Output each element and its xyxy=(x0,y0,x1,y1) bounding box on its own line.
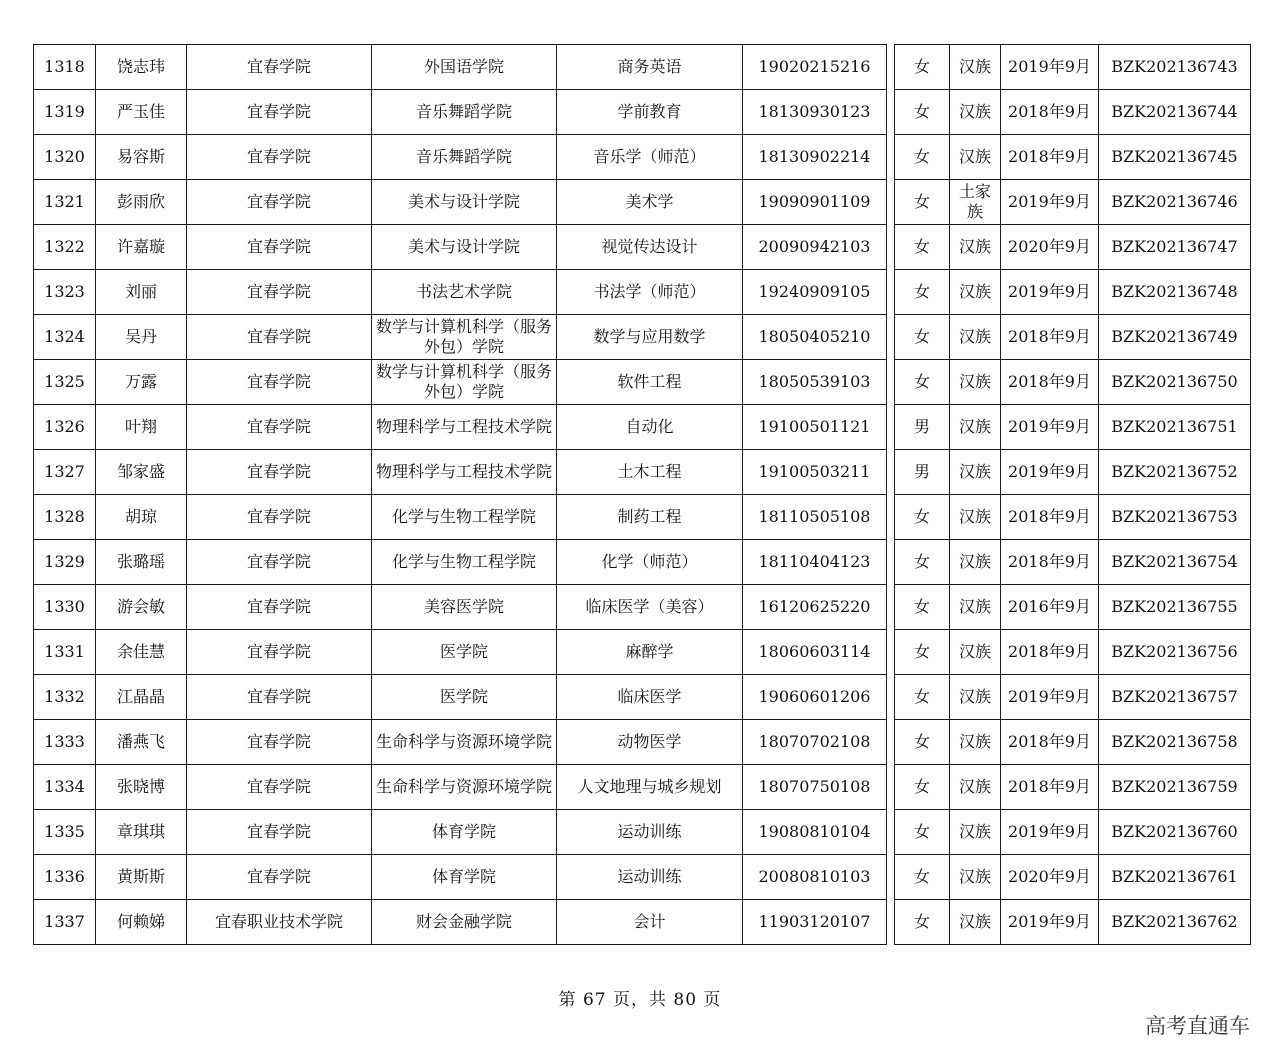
college-name-cell: 数学与计算机科学（服务外包）学院 xyxy=(372,360,557,405)
school-name-cell: 宜春学院 xyxy=(187,675,372,720)
student-name-cell: 许嘉璇 xyxy=(96,225,187,270)
column-gap-cell xyxy=(887,585,895,630)
entry-date-cell: 2020年9月 xyxy=(1001,855,1099,900)
school-name-cell: 宜春学院 xyxy=(187,855,372,900)
table-row xyxy=(34,675,1251,720)
student-name-cell: 潘燕飞 xyxy=(96,720,187,765)
row-number-cell: 1323 xyxy=(34,270,96,315)
ethnicity-cell: 汉族 xyxy=(950,90,1001,135)
ethnicity-cell: 土家族 xyxy=(950,180,1001,225)
row-number-cell: 1321 xyxy=(34,180,96,225)
student-id-cell: 11903120107 xyxy=(743,900,887,945)
column-gap-cell xyxy=(887,495,895,540)
table-row xyxy=(34,90,1251,135)
column-gap-cell xyxy=(887,540,895,585)
ethnicity-cell: 汉族 xyxy=(950,585,1001,630)
major-name-cell: 商务英语 xyxy=(557,45,743,90)
row-number-cell: 1322 xyxy=(34,225,96,270)
certificate-number-cell: BZK202136747 xyxy=(1099,225,1251,270)
school-name-cell: 宜春学院 xyxy=(187,720,372,765)
student-id-cell: 18050539103 xyxy=(743,360,887,405)
row-number-cell: 1333 xyxy=(34,720,96,765)
student-id-cell: 19240909105 xyxy=(743,270,887,315)
student-name-cell: 叶翔 xyxy=(96,405,187,450)
college-name-cell: 化学与生物工程学院 xyxy=(372,540,557,585)
certificate-number-cell: BZK202136759 xyxy=(1099,765,1251,810)
table-row xyxy=(34,315,1251,360)
ethnicity-cell: 汉族 xyxy=(950,225,1001,270)
certificate-number-cell: BZK202136762 xyxy=(1099,900,1251,945)
student-name-cell: 游会敏 xyxy=(96,585,187,630)
student-id-cell: 19060601206 xyxy=(743,675,887,720)
school-name-cell: 宜春职业技术学院 xyxy=(187,900,372,945)
major-name-cell: 土木工程 xyxy=(557,450,743,495)
certificate-number-cell: BZK202136760 xyxy=(1099,810,1251,855)
student-id-cell: 18130902214 xyxy=(743,135,887,180)
student-id-cell: 19020215216 xyxy=(743,45,887,90)
entry-date-cell: 2019年9月 xyxy=(1001,405,1099,450)
certificate-number-cell: BZK202136750 xyxy=(1099,360,1251,405)
certificate-number-cell: BZK202136756 xyxy=(1099,630,1251,675)
student-name-cell: 饶志玮 xyxy=(96,45,187,90)
entry-date-cell: 2018年9月 xyxy=(1001,90,1099,135)
college-name-cell: 医学院 xyxy=(372,675,557,720)
column-gap-cell xyxy=(887,450,895,495)
table-row xyxy=(34,720,1251,765)
certificate-number-cell: BZK202136761 xyxy=(1099,855,1251,900)
student-name-cell: 胡琼 xyxy=(96,495,187,540)
gender-cell: 女 xyxy=(895,225,950,270)
table-row xyxy=(34,765,1251,810)
student-id-cell: 18060603114 xyxy=(743,630,887,675)
ethnicity-cell: 汉族 xyxy=(950,810,1001,855)
student-id-cell: 19080810104 xyxy=(743,810,887,855)
row-number-cell: 1334 xyxy=(34,765,96,810)
row-number-cell: 1324 xyxy=(34,315,96,360)
gender-cell: 女 xyxy=(895,810,950,855)
roster-body xyxy=(34,45,1251,945)
school-name-cell: 宜春学院 xyxy=(187,405,372,450)
row-number-cell: 1325 xyxy=(34,360,96,405)
college-name-cell: 书法艺术学院 xyxy=(372,270,557,315)
table-row xyxy=(34,180,1251,225)
school-name-cell: 宜春学院 xyxy=(187,45,372,90)
certificate-number-cell: BZK202136752 xyxy=(1099,450,1251,495)
college-name-cell: 医学院 xyxy=(372,630,557,675)
ethnicity-cell: 汉族 xyxy=(950,360,1001,405)
school-name-cell: 宜春学院 xyxy=(187,540,372,585)
table-row xyxy=(34,810,1251,855)
school-name-cell: 宜春学院 xyxy=(187,90,372,135)
school-name-cell: 宜春学院 xyxy=(187,630,372,675)
student-name-cell: 江晶晶 xyxy=(96,675,187,720)
student-id-cell: 18070702108 xyxy=(743,720,887,765)
student-id-cell: 20080810103 xyxy=(743,855,887,900)
school-name-cell: 宜春学院 xyxy=(187,765,372,810)
row-number-cell: 1335 xyxy=(34,810,96,855)
entry-date-cell: 2020年9月 xyxy=(1001,225,1099,270)
entry-date-cell: 2019年9月 xyxy=(1001,900,1099,945)
column-gap-cell xyxy=(887,720,895,765)
certificate-number-cell: BZK202136751 xyxy=(1099,405,1251,450)
entry-date-cell: 2018年9月 xyxy=(1001,540,1099,585)
certificate-number-cell: BZK202136744 xyxy=(1099,90,1251,135)
college-name-cell: 数学与计算机科学（服务外包）学院 xyxy=(372,315,557,360)
ethnicity-cell: 汉族 xyxy=(950,540,1001,585)
row-number-cell: 1319 xyxy=(34,90,96,135)
table-row xyxy=(34,855,1251,900)
student-id-cell: 19100503211 xyxy=(743,450,887,495)
school-name-cell: 宜春学院 xyxy=(187,315,372,360)
student-name-cell: 邹家盛 xyxy=(96,450,187,495)
ethnicity-cell: 汉族 xyxy=(950,495,1001,540)
college-name-cell: 美术与设计学院 xyxy=(372,225,557,270)
certificate-number-cell: BZK202136753 xyxy=(1099,495,1251,540)
entry-date-cell: 2018年9月 xyxy=(1001,495,1099,540)
row-number-cell: 1331 xyxy=(34,630,96,675)
gender-cell: 女 xyxy=(895,630,950,675)
certificate-number-cell: BZK202136755 xyxy=(1099,585,1251,630)
school-name-cell: 宜春学院 xyxy=(187,225,372,270)
column-gap-cell xyxy=(887,270,895,315)
column-gap-cell xyxy=(887,90,895,135)
gender-cell: 女 xyxy=(895,720,950,765)
column-gap-cell xyxy=(887,45,895,90)
gender-cell: 女 xyxy=(895,45,950,90)
student-name-cell: 易容斯 xyxy=(96,135,187,180)
major-name-cell: 视觉传达设计 xyxy=(557,225,743,270)
school-name-cell: 宜春学院 xyxy=(187,360,372,405)
row-number-cell: 1332 xyxy=(34,675,96,720)
gender-cell: 女 xyxy=(895,495,950,540)
table-row xyxy=(34,45,1251,90)
column-gap-cell xyxy=(887,900,895,945)
student-id-cell: 18050405210 xyxy=(743,315,887,360)
major-name-cell: 数学与应用数学 xyxy=(557,315,743,360)
student-id-cell: 20090942103 xyxy=(743,225,887,270)
gender-cell: 女 xyxy=(895,135,950,180)
college-name-cell: 体育学院 xyxy=(372,855,557,900)
column-gap-cell xyxy=(887,630,895,675)
college-name-cell: 美容医学院 xyxy=(372,585,557,630)
entry-date-cell: 2019年9月 xyxy=(1001,45,1099,90)
major-name-cell: 书法学（师范） xyxy=(557,270,743,315)
certificate-number-cell: BZK202136757 xyxy=(1099,675,1251,720)
column-gap-cell xyxy=(887,360,895,405)
ethnicity-cell: 汉族 xyxy=(950,720,1001,765)
entry-date-cell: 2018年9月 xyxy=(1001,630,1099,675)
row-number-cell: 1337 xyxy=(34,900,96,945)
college-name-cell: 财会金融学院 xyxy=(372,900,557,945)
row-number-cell: 1318 xyxy=(34,45,96,90)
column-gap-cell xyxy=(887,405,895,450)
major-name-cell: 学前教育 xyxy=(557,90,743,135)
gender-cell: 女 xyxy=(895,900,950,945)
college-name-cell: 生命科学与资源环境学院 xyxy=(372,765,557,810)
school-name-cell: 宜春学院 xyxy=(187,270,372,315)
student-id-cell: 19090901109 xyxy=(743,180,887,225)
column-gap-cell xyxy=(887,810,895,855)
ethnicity-cell: 汉族 xyxy=(950,630,1001,675)
entry-date-cell: 2016年9月 xyxy=(1001,585,1099,630)
row-number-cell: 1327 xyxy=(34,450,96,495)
column-gap-cell xyxy=(887,180,895,225)
table-row xyxy=(34,225,1251,270)
certificate-number-cell: BZK202136758 xyxy=(1099,720,1251,765)
major-name-cell: 音乐学（师范） xyxy=(557,135,743,180)
major-name-cell: 化学（师范） xyxy=(557,540,743,585)
certificate-number-cell: BZK202136754 xyxy=(1099,540,1251,585)
gender-cell: 女 xyxy=(895,360,950,405)
ethnicity-cell: 汉族 xyxy=(950,270,1001,315)
school-name-cell: 宜春学院 xyxy=(187,135,372,180)
school-name-cell: 宜春学院 xyxy=(187,495,372,540)
column-gap-cell xyxy=(887,765,895,810)
gender-cell: 女 xyxy=(895,180,950,225)
entry-date-cell: 2018年9月 xyxy=(1001,720,1099,765)
certificate-number-cell: BZK202136743 xyxy=(1099,45,1251,90)
student-name-cell: 章琪琪 xyxy=(96,810,187,855)
entry-date-cell: 2018年9月 xyxy=(1001,765,1099,810)
college-name-cell: 音乐舞蹈学院 xyxy=(372,135,557,180)
college-name-cell: 外国语学院 xyxy=(372,45,557,90)
student-id-cell: 18130930123 xyxy=(743,90,887,135)
ethnicity-cell: 汉族 xyxy=(950,765,1001,810)
gender-cell: 女 xyxy=(895,540,950,585)
major-name-cell: 麻醉学 xyxy=(557,630,743,675)
major-name-cell: 运动训练 xyxy=(557,855,743,900)
college-name-cell: 化学与生物工程学院 xyxy=(372,495,557,540)
gender-cell: 女 xyxy=(895,765,950,810)
entry-date-cell: 2018年9月 xyxy=(1001,360,1099,405)
student-roster-table xyxy=(33,44,1251,945)
entry-date-cell: 2019年9月 xyxy=(1001,810,1099,855)
gender-cell: 男 xyxy=(895,450,950,495)
student-id-cell: 16120625220 xyxy=(743,585,887,630)
student-id-cell: 19100501121 xyxy=(743,405,887,450)
college-name-cell: 音乐舞蹈学院 xyxy=(372,90,557,135)
row-number-cell: 1320 xyxy=(34,135,96,180)
student-name-cell: 张晓博 xyxy=(96,765,187,810)
gender-cell: 男 xyxy=(895,405,950,450)
row-number-cell: 1326 xyxy=(34,405,96,450)
watermark-text: 高考直通车 xyxy=(1145,1014,1250,1038)
table-row xyxy=(34,900,1251,945)
major-name-cell: 自动化 xyxy=(557,405,743,450)
student-id-cell: 18110404123 xyxy=(743,540,887,585)
major-name-cell: 临床医学（美容） xyxy=(557,585,743,630)
student-id-cell: 18110505108 xyxy=(743,495,887,540)
entry-date-cell: 2018年9月 xyxy=(1001,135,1099,180)
student-name-cell: 黄斯斯 xyxy=(96,855,187,900)
school-name-cell: 宜春学院 xyxy=(187,450,372,495)
major-name-cell: 运动训练 xyxy=(557,810,743,855)
column-gap-cell xyxy=(887,855,895,900)
certificate-number-cell: BZK202136745 xyxy=(1099,135,1251,180)
table-row xyxy=(34,450,1251,495)
row-number-cell: 1336 xyxy=(34,855,96,900)
table-row xyxy=(34,540,1251,585)
major-name-cell: 会计 xyxy=(557,900,743,945)
ethnicity-cell: 汉族 xyxy=(950,450,1001,495)
major-name-cell: 临床医学 xyxy=(557,675,743,720)
table-row xyxy=(34,135,1251,180)
student-name-cell: 张璐瑶 xyxy=(96,540,187,585)
ethnicity-cell: 汉族 xyxy=(950,45,1001,90)
column-gap-cell xyxy=(887,675,895,720)
school-name-cell: 宜春学院 xyxy=(187,585,372,630)
ethnicity-cell: 汉族 xyxy=(950,405,1001,450)
ethnicity-cell: 汉族 xyxy=(950,900,1001,945)
student-name-cell: 刘丽 xyxy=(96,270,187,315)
certificate-number-cell: BZK202136748 xyxy=(1099,270,1251,315)
gender-cell: 女 xyxy=(895,585,950,630)
major-name-cell: 美术学 xyxy=(557,180,743,225)
certificate-number-cell: BZK202136746 xyxy=(1099,180,1251,225)
ethnicity-cell: 汉族 xyxy=(950,675,1001,720)
student-name-cell: 吴丹 xyxy=(96,315,187,360)
gender-cell: 女 xyxy=(895,675,950,720)
college-name-cell: 美术与设计学院 xyxy=(372,180,557,225)
table-row xyxy=(34,405,1251,450)
table-row xyxy=(34,630,1251,675)
gender-cell: 女 xyxy=(895,90,950,135)
table-row xyxy=(34,270,1251,315)
student-name-cell: 万露 xyxy=(96,360,187,405)
college-name-cell: 物理科学与工程技术学院 xyxy=(372,450,557,495)
student-name-cell: 严玉佳 xyxy=(96,90,187,135)
college-name-cell: 物理科学与工程技术学院 xyxy=(372,405,557,450)
column-gap-cell xyxy=(887,225,895,270)
ethnicity-cell: 汉族 xyxy=(950,135,1001,180)
school-name-cell: 宜春学院 xyxy=(187,180,372,225)
major-name-cell: 制药工程 xyxy=(557,495,743,540)
row-number-cell: 1328 xyxy=(34,495,96,540)
gender-cell: 女 xyxy=(895,270,950,315)
entry-date-cell: 2019年9月 xyxy=(1001,450,1099,495)
ethnicity-cell: 汉族 xyxy=(950,855,1001,900)
student-id-cell: 18070750108 xyxy=(743,765,887,810)
gender-cell: 女 xyxy=(895,315,950,360)
column-gap-cell xyxy=(887,315,895,360)
school-name-cell: 宜春学院 xyxy=(187,810,372,855)
entry-date-cell: 2018年9月 xyxy=(1001,315,1099,360)
table-row xyxy=(34,360,1251,405)
major-name-cell: 动物医学 xyxy=(557,720,743,765)
page-number: 第 67 页，共 80 页 xyxy=(558,990,722,1010)
table-row xyxy=(34,495,1251,540)
major-name-cell: 软件工程 xyxy=(557,360,743,405)
entry-date-cell: 2019年9月 xyxy=(1001,180,1099,225)
major-name-cell: 人文地理与城乡规划 xyxy=(557,765,743,810)
column-gap-cell xyxy=(887,135,895,180)
student-name-cell: 余佳慧 xyxy=(96,630,187,675)
gender-cell: 女 xyxy=(895,855,950,900)
entry-date-cell: 2019年9月 xyxy=(1001,270,1099,315)
ethnicity-cell: 汉族 xyxy=(950,315,1001,360)
row-number-cell: 1329 xyxy=(34,540,96,585)
student-name-cell: 何赖娣 xyxy=(96,900,187,945)
entry-date-cell: 2019年9月 xyxy=(1001,675,1099,720)
college-name-cell: 生命科学与资源环境学院 xyxy=(372,720,557,765)
college-name-cell: 体育学院 xyxy=(372,810,557,855)
student-name-cell: 彭雨欣 xyxy=(96,180,187,225)
certificate-number-cell: BZK202136749 xyxy=(1099,315,1251,360)
row-number-cell: 1330 xyxy=(34,585,96,630)
table-row xyxy=(34,585,1251,630)
